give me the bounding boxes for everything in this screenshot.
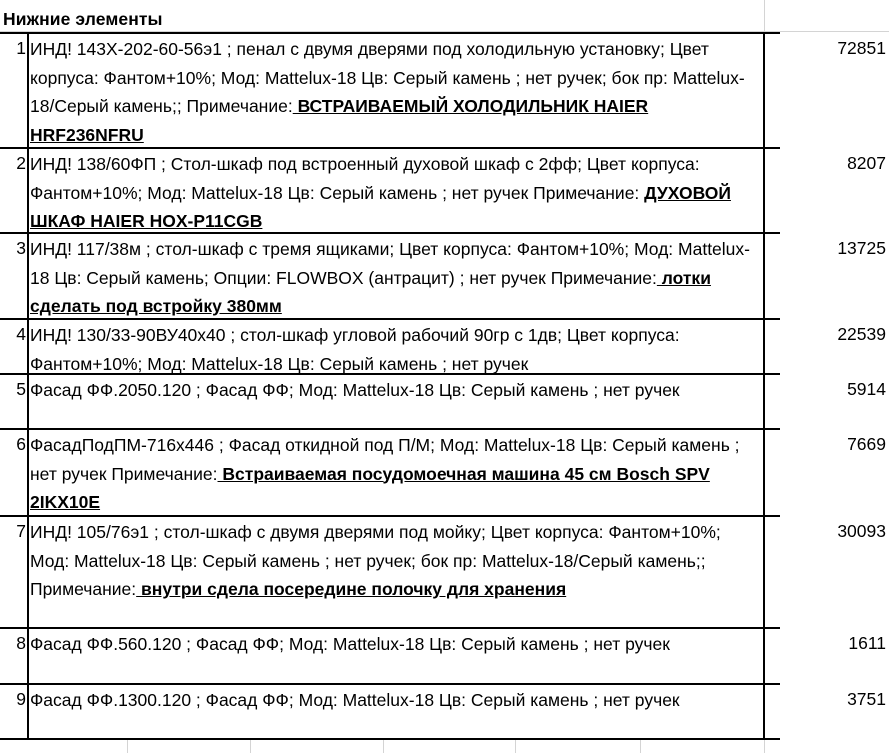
description-text: Фасад ФФ.1300.120 ; Фасад ФФ; Мод: Mattelux-18 Цв: Серый камень ; нет ручек [30, 690, 680, 710]
grid-line [764, 0, 765, 32]
row-description [30, 630, 758, 659]
table-row[interactable] [0, 428, 889, 515]
row-border [0, 738, 780, 740]
description-text: ИНД! 105/76э1 ; стол-шкаф с двумя дверями под мойку; Цвет корпуса: Фантом+10%; Мод: Mattelux-18 Цв: Серый камень ; нет ручек; бок пр: Mattelux-18/Серый камень;; Примечание: [30, 522, 721, 599]
row-description [30, 235, 758, 321]
row-description [30, 35, 758, 149]
row-price: 1611 [848, 633, 886, 653]
grid-line [127, 740, 128, 753]
table-row[interactable] [0, 683, 889, 738]
row-price: 3751 [847, 689, 886, 709]
table-row[interactable] [0, 515, 889, 627]
table-row[interactable] [0, 373, 889, 428]
row-number: 1 [16, 38, 26, 58]
description-text: ИНД! 130/33-90ВУ40х40 ; стол-шкаф угловой рабочий 90гр с 1дв; Цвет корпуса: Фантом+10%; Мод: Mattelux-18 Цв: Серый камень ; нет ручек [30, 325, 680, 374]
note-text: лотки сделать под встройку 380мм [30, 267, 711, 316]
row-number: 6 [16, 434, 26, 454]
row-description [30, 321, 758, 378]
table-row[interactable] [0, 32, 889, 147]
grid-line [383, 740, 384, 753]
description-text: ФасадПодПМ-716х446 ; Фасад откидной под П/М; Мод: Mattelux-18 Цв: Серый камень ; нет ручек Примечание: [30, 435, 740, 484]
grid-line [764, 740, 765, 753]
table-row[interactable] [0, 627, 889, 683]
row-price: 30093 [837, 521, 886, 541]
description-text: Фасад ФФ.2050.120 ; Фасад ФФ; Мод: Mattelux-18 Цв: Серый камень ; нет ручек [30, 380, 680, 400]
description-text: ИНД! 138/60ФП ; Стол-шкаф под встроенный духовой шкаф с 2фф; Цвет корпуса: Фантом+10%; Мод: Mattelux-18 Цв: Серый камень ; нет ручек Примечание: [30, 154, 700, 203]
note-text: ВСТРАИВАЕМЫЙ ХОЛОДИЛЬНИК HAIER HRF236NFRU [30, 96, 649, 145]
description-text: Фасад ФФ.560.120 ; Фасад ФФ; Мод: Mattelux-18 Цв: Серый камень ; нет ручек [30, 634, 670, 654]
row-number: 9 [16, 689, 26, 709]
row-number: 2 [16, 153, 26, 173]
table-row[interactable] [0, 147, 889, 232]
table-row[interactable] [0, 232, 889, 318]
row-price: 22539 [837, 324, 886, 344]
row-description [30, 431, 758, 517]
note-text: ДУХОВОЙ ШКАФ HAIER HOX-P11CGB [30, 182, 731, 231]
row-price: 72851 [837, 38, 886, 58]
row-description [30, 686, 758, 715]
row-price: 7669 [847, 434, 886, 454]
description-text: ИНД! 117/38м ; стол-шкаф с тремя ящиками; Цвет корпуса: Фантом+10%; Мод: Mattelux-18 Цв: Серый камень; Опции: FLOWBOX (антрацит) ; нет ручек Примечание: [30, 239, 750, 288]
grid-line [250, 740, 251, 753]
description-text: ИНД! 143Х-202-60-56э1 ; пенал с двумя дверями под холодильную установку; Цвет корпуса: Фантом+10%; Мод: Mattelux-18 Цв: Серый камень ; нет ручек; бок пр: Mattelux-18/Серый камень;; Примечание: [30, 39, 745, 116]
grid-line [515, 740, 516, 753]
row-description [30, 518, 758, 604]
row-price: 5914 [847, 379, 886, 399]
row-description [30, 150, 758, 236]
note-text: внутри сдела посередине полочку для хранения [136, 579, 567, 599]
section-title: Нижние элементы [3, 9, 163, 29]
row-number: 3 [16, 238, 26, 258]
row-description [30, 376, 758, 405]
table-row[interactable] [0, 318, 889, 373]
note-text: Встраиваемая посудомоечная машина 45 см Bosch SPV 2IKX10E [30, 463, 710, 512]
grid-line [640, 740, 641, 753]
row-number: 5 [16, 379, 26, 399]
row-number: 4 [16, 324, 26, 344]
row-price: 13725 [837, 238, 886, 258]
row-price: 8207 [847, 153, 886, 173]
row-number: 8 [16, 633, 26, 653]
row-number: 7 [16, 521, 26, 541]
